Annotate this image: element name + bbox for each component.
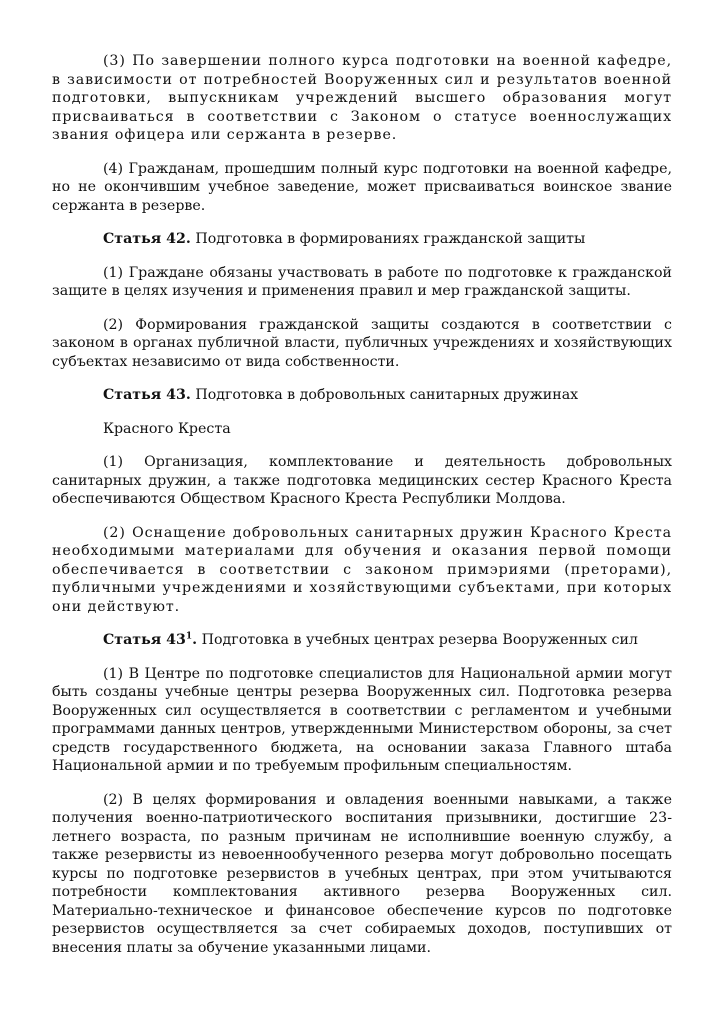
article-43-heading bbox=[52, 386, 672, 405]
paragraph-42-1: (1) Граждане обязаны участвовать в работе по подготовке к гражданской защите в целях изучения и применения правил и мер гражданской защиты. bbox=[52, 264, 672, 299]
article-42-heading bbox=[52, 230, 672, 249]
paragraph-43-1-2: (2) В целях формирования и овладения военными навыками, а также получения военно-патриотического воспитания призывники, достигшие 23-летнего возраста, по разным причинам не исполнившие военную службу, а также резервисты из невоеннообученного резерва могут добровольно посещать курсы по подготовке резервистов в учебных центрах, при этом учитываются потребности комплектования активного резерва Вооруженных сил. Материально-техническое и финансовое обеспечение курсов по подготовке резервистов осуществляется за счет собираемых доходов, поступивших от внесения платы за обучение указанными лицами. bbox=[52, 791, 672, 956]
article-43-title: Подготовка в добровольных санитарных дружинах bbox=[195, 387, 579, 403]
article-42-title: Подготовка в формированиях гражданской защиты bbox=[195, 231, 586, 247]
article-43-1-superscript: 1 bbox=[185, 631, 193, 642]
article-43-1-label-text: Статья 43 bbox=[103, 632, 186, 648]
paragraph-43-1: (1) Организация, комплектование и деятельность добровольных санитарных дружин, а также подготовка медицинских сестер Красного Креста обеспечиваются Обществом Красного Креста Республики Молдова. bbox=[52, 454, 672, 507]
article-42-label: Статья 42. bbox=[103, 231, 191, 247]
paragraph-42-2: (2) Формирования гражданской защиты создаются в соответствии с законом в органах публичной власти, публичных учреждениях и хозяйствующих субъектах независимо от вида собственности. bbox=[52, 316, 672, 370]
article-43-1-heading bbox=[52, 631, 672, 650]
article-43-1-title: Подготовка в учебных центрах резерва Вооруженных сил bbox=[201, 632, 638, 648]
article-43-heading-continuation: Красного Креста bbox=[103, 420, 231, 437]
document-page bbox=[52, 52, 672, 972]
article-43-1-label-dot: . bbox=[192, 632, 198, 648]
paragraph-41-3: (3) По завершении полного курса подготовки на военной кафедре, в зависимости от потребностей Вооруженных сил и результатов военной подготовки, выпускникам учреждений высшего образования могут присваиваться в соответствии с Законом о статусе военнослужащих звания офицера или сержанта в резерве. bbox=[52, 53, 672, 143]
paragraph-43-1-1: (1) В Центре по подготовке специалистов для Национальной армии могут быть созданы учебные центры резерва Вооруженных сил. Подготовка резерва Вооруженных сил осуществляется в соответствии с регламентом и учебными программами данных центров, утвержденными Министерством обороны, за счет средств государственного бюджета, на основании заказа Главного штаба Национальной армии и по требуемым профильным специальностям. bbox=[52, 665, 672, 774]
paragraph-41-4: (4) Гражданам, прошедшим полный курс подготовки на военной кафедре, но не окончившим учебное заведение, может присваиваться воинское звание сержанта в резерве. bbox=[52, 160, 672, 214]
article-43-label: Статья 43. bbox=[103, 387, 191, 403]
paragraph-43-2: (2) Оснащение добровольных санитарных дружин Красного Креста необходимыми материалами для обучения и оказания первой помощи обеспечивается в соответствии с законом примэриями (преторами), публичными учреждениями и хозяйствующими субъектами, при которых они действуют. bbox=[52, 524, 672, 615]
article-43-1-label bbox=[103, 632, 197, 648]
